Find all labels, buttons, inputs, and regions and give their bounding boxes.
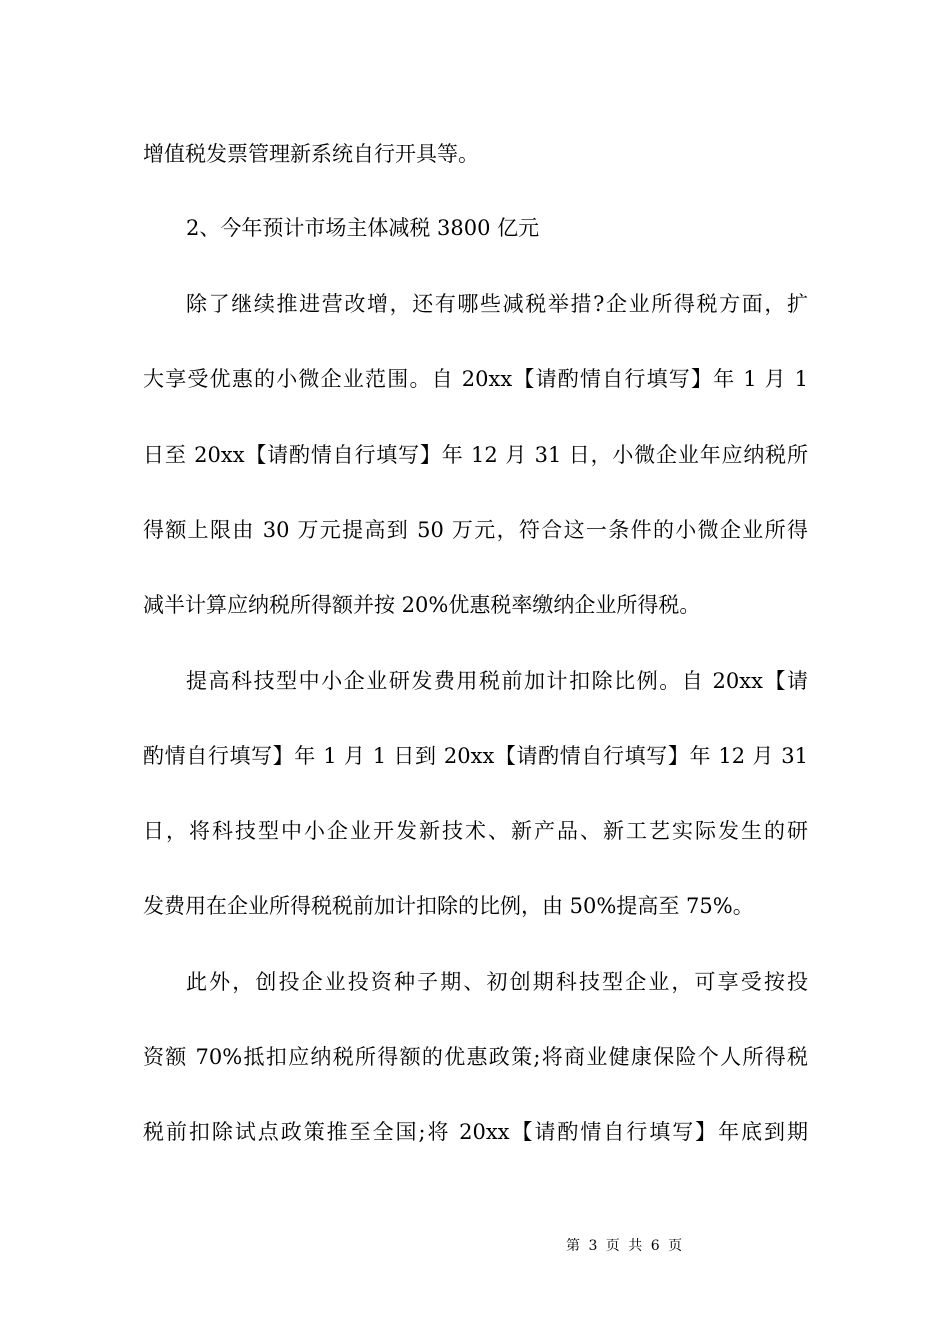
text-line: 日，将科技型中小企业开发新技术、新产品、新工艺实际发生的研 — [143, 819, 808, 843]
section-heading: 2、今年预计市场主体减税 3800 亿元 — [186, 216, 540, 240]
text-line: 增值税发票管理新系统自行开具等。 — [143, 142, 479, 166]
text-line: 提高科技型中小企业研发费用税前加计扣除比例。自 20xx【请 — [186, 669, 808, 693]
text-line: 发费用在企业所得税税前加计扣除的比例，由 50%提高至 75%。 — [143, 894, 754, 918]
text-line: 此外，创投企业投资种子期、初创期科技型企业，可享受按投 — [186, 970, 808, 994]
text-line: 税前扣除试点政策推至全国;将 20xx【请酌情自行填写】年底到期 — [143, 1120, 808, 1144]
text-line: 得额上限由 30 万元提高到 50 万元，符合这一条件的小微企业所得 — [143, 518, 808, 542]
text-line: 大享受优惠的小微企业范围。自 20xx【请酌情自行填写】年 1 月 1 — [143, 367, 808, 391]
page-number: 第 3 页 共 6 页 — [566, 1238, 685, 1254]
text-line: 减半计算应纳税所得额并按 20%优惠税率缴纳企业所得税。 — [143, 593, 701, 617]
text-line: 酌情自行填写】年 1 月 1 日到 20xx【请酌情自行填写】年 12 月 31 — [143, 744, 808, 768]
text-line: 资额 70%抵扣应纳税所得额的优惠政策;将商业健康保险个人所得税 — [143, 1045, 808, 1069]
text-line: 日至 20xx【请酌情自行填写】年 12 月 31 日，小微企业年应纳税所 — [143, 443, 808, 467]
text-line: 除了继续推进营改增，还有哪些减税举措?企业所得税方面，扩 — [186, 292, 808, 316]
